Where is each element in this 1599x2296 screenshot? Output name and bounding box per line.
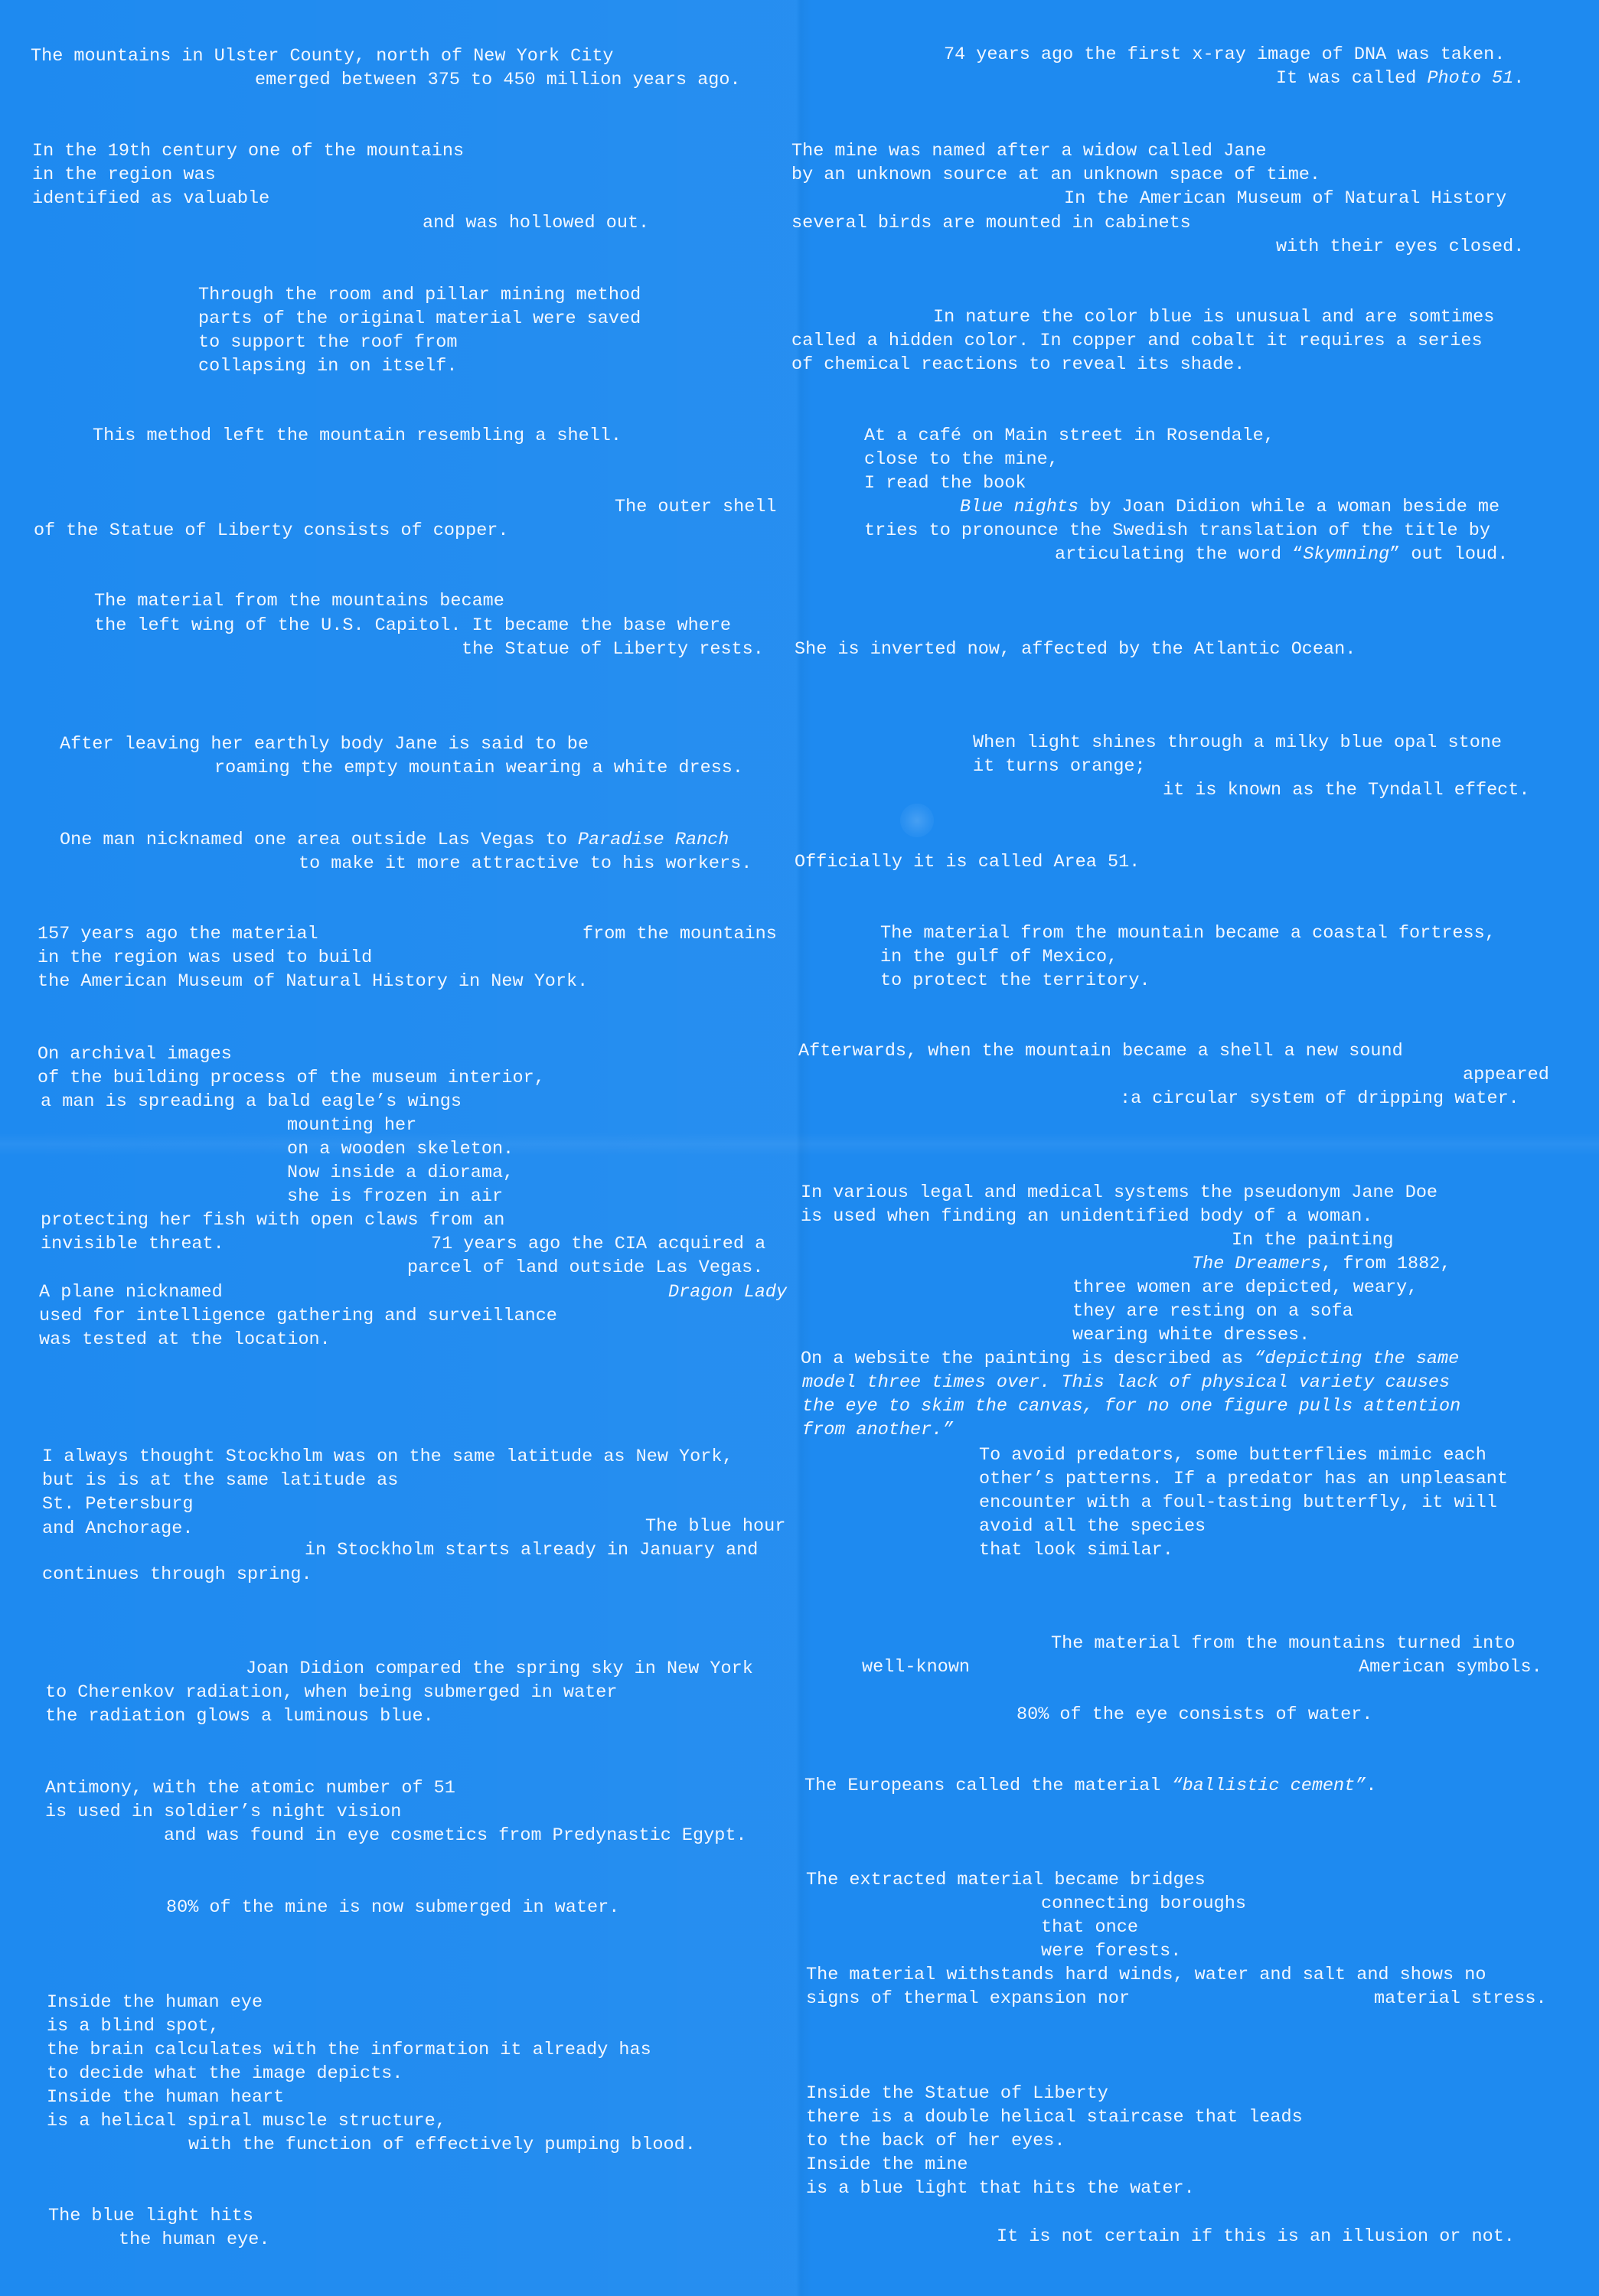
text-line: In the American Museum of Natural History — [1064, 188, 1507, 209]
text-line: the brain calculates with the information it already has — [47, 2040, 651, 2060]
text-line: of chemical reactions to reveal its shade. — [791, 354, 1245, 375]
text-line: It is not certain if this is an illusion or not. — [997, 2226, 1515, 2247]
text-line: She is inverted now, affected by the Atlantic Ocean. — [795, 639, 1356, 660]
text-line: the radiation glows a luminous blue. — [45, 1706, 434, 1727]
text-line: in the gulf of Mexico, — [880, 947, 1118, 967]
text-line: collapsing in on itself. — [198, 356, 458, 377]
text-line: invisible threat. — [41, 1234, 224, 1254]
text-line: :a circular system of dripping water. — [1120, 1088, 1519, 1109]
text-line: 71 years ago the CIA acquired a — [431, 1234, 766, 1254]
text-line: The material withstands hard winds, water and salt and shows no — [806, 1965, 1486, 1985]
text-line: tries to pronounce the Swedish translation of the title by — [864, 520, 1490, 541]
text-line: A plane nicknamed — [39, 1282, 223, 1303]
text-line: avoid all the species — [979, 1516, 1206, 1537]
text-line: the Statue of Liberty rests. — [462, 639, 764, 660]
text-line: The Europeans called the material “ballistic cement”. — [804, 1776, 1377, 1796]
text-line: close to the mine, — [864, 449, 1059, 470]
text-line: in the region was — [32, 165, 216, 185]
text-line: This method left the mountain resembling a shell. — [93, 426, 622, 446]
text-line: Inside the mine — [806, 2154, 968, 2175]
text-line: from another.” — [802, 1420, 954, 1440]
text-line: The mine was named after a widow called Jane — [791, 141, 1267, 161]
text-line: The Dreamers, from 1882, — [1192, 1254, 1451, 1274]
text-line: wearing white dresses. — [1072, 1325, 1310, 1345]
text-line: from the mountains — [582, 924, 777, 944]
text-line: with the function of effectively pumping blood. — [188, 2135, 696, 2155]
text-line: I always thought Stockholm was on the same latitude as New York, — [42, 1446, 733, 1467]
text-line: 80% of the eye consists of water. — [1017, 1704, 1373, 1725]
text-line: and was hollowed out. — [423, 213, 650, 233]
text-line: that once — [1041, 1917, 1138, 1938]
text-line: the American Museum of Natural History in New York. — [38, 971, 589, 992]
text-line: with their eyes closed. — [1276, 236, 1525, 257]
text-line: there is a double helical staircase that leads — [806, 2107, 1303, 2128]
text-line: The blue hour — [645, 1516, 786, 1537]
text-line: and Anchorage. — [42, 1518, 194, 1539]
text-line: connecting boroughs — [1041, 1893, 1246, 1914]
text-line: the eye to skim the canvas, for no one figure pulls attention — [802, 1396, 1461, 1417]
text-line: The outer shell — [615, 497, 777, 517]
text-line: it turns orange; — [973, 756, 1146, 777]
text-line: by an unknown source at an unknown space of time. — [791, 165, 1321, 185]
text-line: The extracted material became bridges — [806, 1870, 1206, 1890]
text-line: the left wing of the U.S. Capitol. It became the base where — [94, 615, 732, 636]
text-line: used for intelligence gathering and surveillance — [39, 1306, 557, 1326]
text-line: protecting her fish with open claws from an — [41, 1210, 505, 1231]
text-line: of the building process of the museum interior, — [38, 1068, 545, 1088]
text-line: American symbols. — [1359, 1657, 1542, 1678]
text-line: Afterwards, when the mountain became a shell a new sound — [798, 1041, 1403, 1062]
text-line: continues through spring. — [42, 1564, 312, 1585]
text-line: is used in soldier’s night vision — [45, 1802, 402, 1822]
text-line: The blue light hits — [48, 2206, 253, 2226]
text-line: In the painting — [1232, 1230, 1394, 1251]
text-line: In the 19th century one of the mountains — [32, 141, 465, 161]
text-line: to make it more attractive to his workers. — [299, 853, 752, 874]
text-line: On a website the painting is described as “depicting the same — [801, 1349, 1460, 1369]
text-line: is a blind spot, — [47, 2016, 220, 2037]
text-line: is used when finding an unidentified body of a woman. — [801, 1206, 1373, 1227]
text-line: model three times over. This lack of physical variety causes — [802, 1372, 1451, 1393]
text-line: a man is spreading a bald eagle’s wings — [41, 1091, 462, 1112]
text-line: When light shines through a milky blue opal stone — [973, 732, 1503, 753]
text-line: 80% of the mine is now submerged in water. — [166, 1897, 620, 1918]
text-line: that look similar. — [979, 1540, 1173, 1561]
text-line: called a hidden color. In copper and cobalt it requires a series — [791, 331, 1483, 351]
text-line: Antimony, with the atomic number of 51 — [45, 1778, 455, 1799]
paper-smudge — [900, 804, 934, 837]
text-line: At a café on Main street in Rosendale, — [864, 426, 1274, 446]
text-line: The mountains in Ulster County, north of New York City — [31, 46, 614, 67]
text-line: is a blue light that hits the water. — [806, 2178, 1195, 2199]
text-line: Blue nights by Joan Didion while a woman beside me — [960, 497, 1500, 517]
text-line: Joan Didion compared the spring sky in New York — [246, 1658, 753, 1679]
text-line: Dragon Lady — [668, 1282, 788, 1303]
text-line: encounter with a foul-tasting butterfly, it will — [979, 1492, 1497, 1513]
text-line: emerged between 375 to 450 million years ago. — [255, 70, 741, 90]
text-line: identified as valuable — [32, 188, 270, 209]
text-line: material stress. — [1374, 1988, 1547, 2009]
text-line: three women are depicted, weary, — [1072, 1277, 1418, 1298]
text-line: It was called Photo 51. — [1276, 68, 1525, 89]
text-line: to support the roof from — [198, 332, 458, 353]
text-line: they are resting on a sofa — [1072, 1301, 1353, 1322]
text-line: the human eye. — [119, 2229, 270, 2250]
text-line: articulating the word “Skymning” out loud. — [1055, 544, 1509, 565]
text-line: St. Petersburg — [42, 1494, 194, 1515]
text-line: is a helical spiral muscle structure, — [47, 2111, 446, 2131]
text-line: Inside the human heart — [47, 2087, 285, 2108]
text-line: were forests. — [1041, 1941, 1182, 1962]
text-line: parts of the original material were saved — [198, 308, 641, 329]
text-line: other’s patterns. If a predator has an unpleasant — [979, 1469, 1509, 1489]
text-line: One man nicknamed one area outside Las Vegas to Paradise Ranch — [60, 830, 729, 850]
text-line: Through the room and pillar mining method — [198, 285, 641, 305]
text-line: The material from the mountains turned into — [1051, 1633, 1516, 1654]
text-line: Officially it is called Area 51. — [795, 852, 1141, 872]
text-line: to Cherenkov radiation, when being submerged in water — [45, 1682, 618, 1703]
text-line: roaming the empty mountain wearing a white dress. — [214, 758, 744, 778]
text-line: The material from the mountains became — [94, 591, 504, 612]
text-line: parcel of land outside Las Vegas. — [407, 1257, 764, 1278]
text-line: Now inside a diorama, — [287, 1163, 514, 1183]
text-line: In nature the color blue is unusual and are somtimes — [933, 307, 1495, 328]
text-line: On archival images — [38, 1044, 232, 1065]
text-line: it is known as the Tyndall effect. — [1163, 780, 1530, 801]
text-line: but is is at the same latitude as — [42, 1470, 399, 1491]
text-line: to protect the territory. — [880, 970, 1150, 991]
text-line: The material from the mountain became a coastal fortress, — [880, 923, 1496, 944]
text-line: and was found in eye cosmetics from Predynastic Egypt. — [164, 1825, 747, 1846]
text-line: on a wooden skeleton. — [287, 1139, 514, 1159]
text-line: After leaving her earthly body Jane is said to be — [60, 734, 589, 755]
text-line: signs of thermal expansion nor — [806, 1988, 1131, 2009]
text-line: Inside the Statue of Liberty — [806, 2083, 1108, 2104]
text-line: well-known — [862, 1657, 971, 1678]
text-line: to decide what the image depicts. — [47, 2063, 403, 2084]
text-line: was tested at the location. — [39, 1329, 331, 1350]
text-line: Inside the human eye — [47, 1992, 263, 2013]
text-line: 74 years ago the first x-ray image of DNA was taken. — [944, 44, 1506, 65]
text-line: mounting her — [287, 1115, 417, 1136]
text-line: 157 years ago the material — [38, 924, 318, 944]
text-line: several birds are mounted in cabinets — [791, 213, 1191, 233]
text-line: in Stockholm starts already in January and — [305, 1540, 759, 1561]
text-line: to the back of her eyes. — [806, 2131, 1065, 2151]
text-line: To avoid predators, some butterflies mimic each — [979, 1445, 1486, 1466]
text-line: I read the book — [864, 473, 1026, 494]
text-line: she is frozen in air — [287, 1186, 504, 1207]
text-line: In various legal and medical systems the pseudonym Jane Doe — [801, 1182, 1438, 1203]
text-line: appeared — [1463, 1065, 1549, 1085]
text-line: of the Statue of Liberty consists of copper. — [34, 520, 509, 541]
text-line: in the region was used to build — [38, 947, 373, 968]
